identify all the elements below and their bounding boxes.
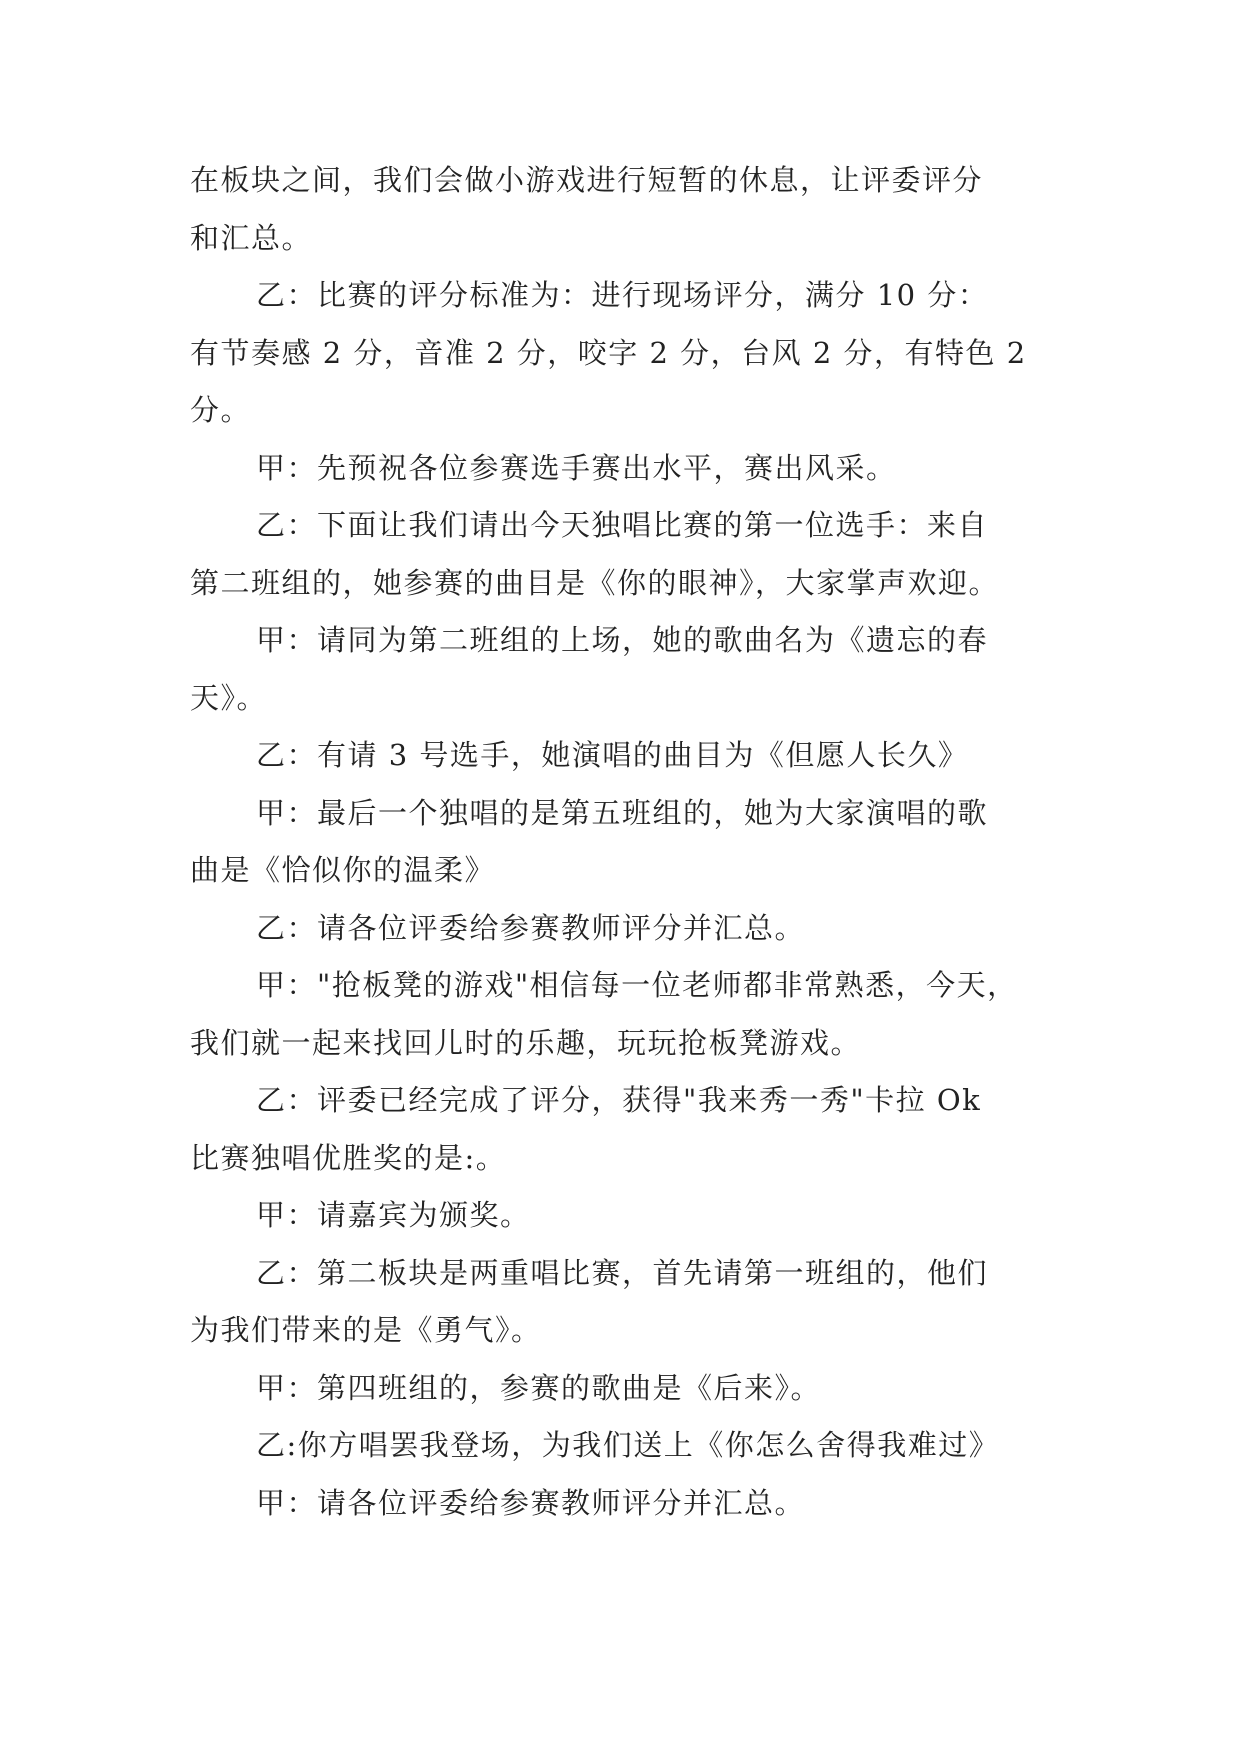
paragraph: 乙:你方唱罢我登场，为我们送上《你怎么舍得我难过》 <box>256 1428 1000 1462</box>
paragraph: 甲：第四班组的，参赛的歌曲是《后来》。 <box>256 1370 822 1405</box>
paragraph: 乙：比赛的评分标准为：进行现场评分，满分 10 分： 有节奏感 2 分，音准 2 分，咬字 2 分，台风 2 分，有特色 2 分。 <box>190 278 1027 427</box>
paragraph: 甲：请各位评委给参赛教师评分并汇总。 <box>256 1485 806 1520</box>
paragraph: 在板块之间，我们会做小游戏进行短暂的休息，让评委评分 和汇总。 <box>190 163 984 255</box>
paragraph: 甲："抢板凳的游戏"相信每一位老师都非常熟悉，今天， 我们就一起来找回儿时的乐趣，玩玩抢板凳游戏。 <box>190 968 1018 1060</box>
paragraph: 甲：最后一个独唱的是第五班组的，她为大家演唱的歌 曲是《恰似你的温柔》 <box>190 795 989 887</box>
paragraph: 甲：请嘉宾为颁奖。 <box>256 1198 531 1232</box>
paragraph: 乙：请各位评委给参赛教师评分并汇总。 <box>256 910 806 945</box>
paragraph: 乙：有请 3 号选手，她演唱的曲目为《但愿人长久》 <box>256 738 969 772</box>
paragraph: 甲：请同为第二班组的上场，她的歌曲名为《遗忘的春 天》。 <box>190 623 989 715</box>
paragraph: 乙：评委已经完成了评分，获得"我来秀一秀"卡拉 Ok 比赛独唱优胜奖的是:。 <box>190 1083 982 1175</box>
paragraph: 乙：第二板块是两重唱比赛，首先请第一班组的，他们 为我们带来的是《勇气》。 <box>190 1255 989 1347</box>
paragraph: 乙：下面让我们请出今天独唱比赛的第一位选手：来自 第二班组的，她参赛的曲目是《你的眼神》，大家掌声欢迎。 <box>190 508 1000 600</box>
paragraph: 甲：先预祝各位参赛选手赛出水平，赛出风采。 <box>256 450 897 485</box>
document-body <box>190 152 1052 1532</box>
